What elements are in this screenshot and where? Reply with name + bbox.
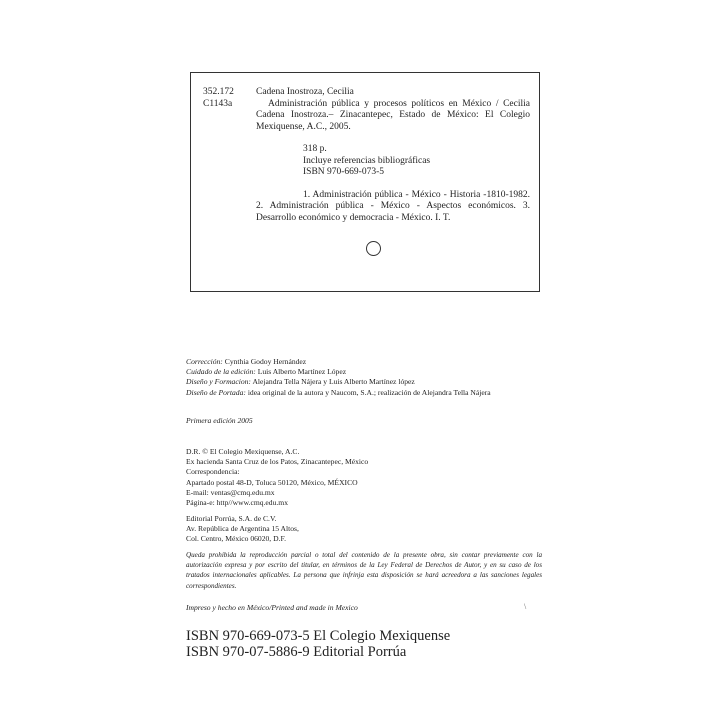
isbn-line: ISBN 970-669-073-5 El Colegio Mexiquense [186,628,451,644]
catalog-pages: 318 p. [303,144,327,154]
call-number-cutter: C1143a [203,98,233,109]
credit-role: Corrección: [186,357,223,366]
publisher-web: Página-e: http//www.cmq.edu.mx [186,498,289,508]
credit-name: Luis Alberto Martínez López [257,367,347,377]
credits-block [186,357,491,398]
credit-line [186,367,491,377]
publisher-line: Apartado postal 48-D, Toluca 50120, México, MÉXICO [186,477,358,487]
publisher-email: E-mail: ventas@cmq.edu.mx [186,487,275,497]
publisher-line: Ex hacienda Santa Cruz de los Patos, Zinacantepec, México [186,457,369,467]
credit-role: Diseño de Portada: [186,387,246,397]
catalog-subjects: 1. Administración pública - México - Historia -1810-1982. 2. Administración pública - México - Aspectos económicos. 3. Desarrollo económico y democracia - México. I. T. [256,189,530,223]
publisher-line: Correspondencia: [186,467,240,477]
porrua-block [186,514,299,545]
call-number-class: 352.172 [203,87,234,97]
stray-mark: \ [524,602,527,611]
catalog-title-statement: Administración pública y procesos políticos en México / Cecilia Cadena Inostroza.– Zinacantepec, Estado de México: El Colegio Mexiquense, A.C., 2005. [256,98,530,132]
porrua-line: Editorial Porrúa, S.A. de C.V. [186,514,277,523]
edition-line: Primera edición 2005 [186,416,253,425]
credit-name: idea original de la autora y Naucom, S.A.; realización de Alejandra Tella Nájera [247,387,491,397]
call-number [203,87,234,110]
rights-notice: Queda prohibida la reproducción parcial o total del contenido de la presente obra, sin contar previamente con la autorización expresa y por escrito del titular, en términos de la Ley Federal de Derechos de Autor, y en su caso de los tratados internacionales aplicables. La persona que infrinja esta disposición se hará acreedora a las sanciones legales correspondientes. [186,551,542,590]
publisher-line: D.R. © El Colegio Mexiquense, A.C. [186,447,300,456]
catalog-notes: Incluye referencias bibliográficas [303,155,431,166]
catalog-entry [256,87,530,224]
card-hole-icon [366,241,381,256]
printed-in-line: Impreso y hecho en México/Printed and made in Mexico [186,603,358,612]
isbn-block [186,628,450,660]
catalog-card [190,72,540,292]
credit-role: Cuidado de la edición: [186,367,256,377]
publisher-block [186,447,368,508]
credit-name: Alejandra Tella Nájera y Luis Alberto Martínez lópez [252,377,415,387]
credit-role: Diseño y Formacion: [186,377,251,387]
catalog-author: Cadena Inostroza, Cecilia [256,87,354,97]
credit-line [186,388,491,398]
credit-line [186,357,491,367]
isbn-line: ISBN 970-07-5886-9 Editorial Porrúa [186,644,407,660]
porrua-line: Av. República de Argentina 15 Altos, [186,524,299,534]
porrua-line: Col. Centro, México 06020, D.F. [186,534,287,544]
credit-line [186,377,491,387]
credit-name: Cynthia Godoy Hernández [224,357,307,366]
catalog-isbn: ISBN 970-669-073-5 [303,167,385,177]
